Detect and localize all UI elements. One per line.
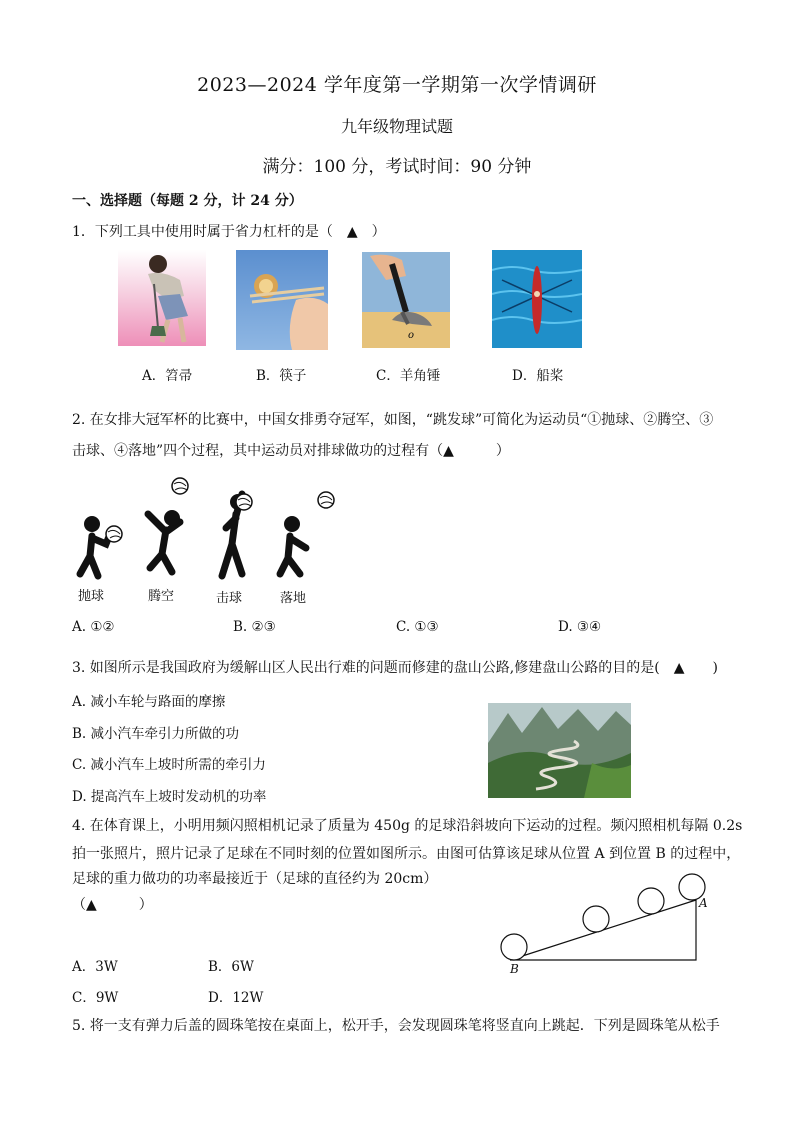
pivot-label: o	[408, 330, 415, 341]
mountain-road-photo	[488, 703, 631, 798]
q4-stem-line2: 拍一张照片，照片记录了足球在不同时刻的位置如图所示。由图可估算该足球从位置 A 到位置 B 的过程中，	[72, 846, 741, 862]
q4-option-d: D．12W	[208, 990, 264, 1006]
claw-hammer-photo	[362, 252, 450, 348]
q4-option-a: A．3W	[72, 959, 118, 975]
q4-option-c: C．9W	[72, 990, 119, 1006]
point-a-label: A	[699, 896, 708, 910]
q1-option-c: C．羊角锤	[376, 368, 441, 384]
volleyball-figure	[68, 472, 348, 584]
q4-option-b: B．6W	[208, 959, 254, 975]
q4-stem-line3: 足球的重力做功的功率最接近于（足球的直径约为 20cm）	[72, 871, 438, 887]
q3-option-a: A. 减小车轮与路面的摩擦	[72, 694, 226, 710]
broom-photo	[118, 250, 206, 346]
q1-stem: 1．下列工具中使用时属于省力杠杆的是（ ▲ ）	[72, 224, 386, 240]
q1-option-d: D．船桨	[512, 368, 564, 384]
q4-stem-line1: 4. 在体育课上，小明用频闪照相机记录了质量为 450g 的足球沿斜坡向下运动的过程。频闪照相机每隔 0.2s	[72, 818, 743, 834]
q3-stem: 3. 如图所示是我国政府为缓解山区人民出行难的问题而修建的盘山公路,修建盘山公路的目的是( ▲ )	[72, 660, 718, 676]
q2-option-b: B. ②③	[233, 619, 276, 635]
q3-option-d: D. 提高汽车上坡时发动机的功率	[72, 789, 267, 805]
q2-option-c: C. ①③	[396, 619, 439, 635]
q3-option-c: C. 减小汽车上坡时所需的牵引力	[72, 757, 266, 773]
exam-title: 2023—2024 学年度第一学期第一次学情调研	[197, 74, 597, 96]
incline-ball-diagram	[496, 870, 716, 978]
q4-blank: （▲ ）	[72, 897, 153, 913]
q5-stem: 5. 将一支有弹力后盖的圆珠笔按在桌面上，松开手，会发现圆珠笔将竖直向上跳起．下列是圆珠笔从松手	[72, 1018, 720, 1034]
q2-stem-line1: 2. 在女排大冠军杯的比赛中，中国女排勇夺冠军，如图，“跳发球”可简化为运动员“①抛球、②腾空、③	[72, 412, 714, 428]
q2-option-a: A. ①②	[72, 619, 115, 635]
section-heading: 一、选择题（每题 2 分，计 24 分）	[72, 193, 303, 209]
label-hit: 击球	[216, 591, 243, 606]
q1-option-b: B．筷子	[256, 368, 307, 384]
q1-option-a: A．笤帚	[142, 368, 193, 384]
rowing-photo	[492, 250, 582, 348]
chopsticks-photo	[236, 250, 328, 350]
score-line: 满分：100 分，考试时间：90 分钟	[262, 157, 532, 177]
label-land: 落地	[280, 591, 307, 606]
q2-option-d: D. ③④	[558, 619, 602, 635]
label-jump: 腾空	[148, 589, 175, 604]
label-throw: 抛球	[78, 589, 105, 604]
q3-option-b: B. 减小汽车牵引力所做的功	[72, 726, 240, 742]
point-b-label: B	[510, 962, 519, 976]
exam-subtitle: 九年级物理试题	[340, 117, 453, 136]
q2-stem-line2: 击球、④落地”四个过程，其中运动员对排球做功的过程有（▲ ）	[72, 443, 510, 459]
